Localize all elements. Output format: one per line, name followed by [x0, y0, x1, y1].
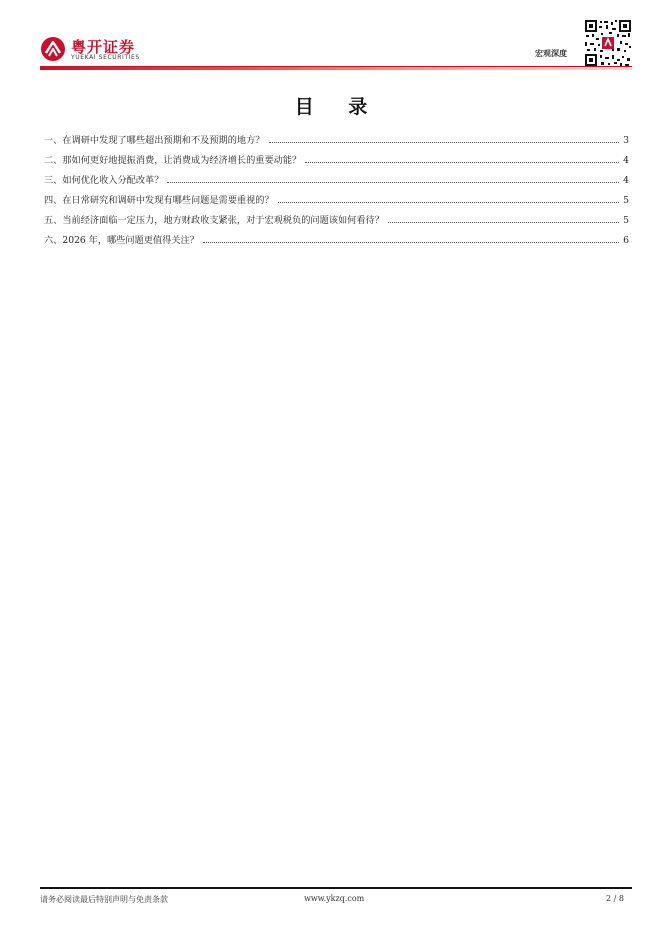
toc-item-text: 一、在调研中发现了哪些超出预期和不及预期的地方？	[44, 132, 267, 146]
company-logo	[40, 34, 170, 68]
yuekai-logo-icon	[40, 36, 66, 62]
logo-english-name: YUEKAI SECURITIES	[71, 54, 140, 61]
toc-title: 目 录	[294, 96, 382, 118]
footer-divider	[40, 887, 632, 889]
toc-leader-dots	[305, 161, 619, 163]
logo-chinese-name: 粤开证券	[71, 38, 136, 56]
toc-item-page: 6	[623, 235, 629, 246]
toc-item-text: 二、那如何更好地提振消费，让消费成为经济增长的重要动能？	[44, 152, 303, 166]
toc-item-page: 4	[623, 175, 629, 186]
header-divider	[40, 66, 632, 70]
page-header	[0, 0, 662, 80]
footer-website-link[interactable]: www.ykzq.com	[304, 894, 365, 903]
toc-leader-dots	[388, 221, 619, 223]
toc-item-text: 五、当前经济面临一定压力，地方财政收支紧张，对于宏观税负的问题该如何看待？	[44, 212, 386, 226]
toc-item[interactable]	[44, 166, 629, 186]
footer-page-number: 2 / 8	[606, 894, 624, 903]
toc-item-text: 六、2026 年，哪些问题更值得关注？	[44, 232, 201, 246]
toc-item-page: 5	[623, 215, 629, 226]
qr-code-icon	[584, 19, 632, 67]
toc-item-text: 四、在日常研究和调研中发现有哪些问题是需要重视的？	[44, 192, 276, 206]
toc-leader-dots	[203, 241, 619, 243]
toc-item-page: 5	[623, 195, 629, 206]
toc-leader-dots	[278, 201, 619, 203]
report-type-label: 宏观深度	[535, 49, 567, 58]
toc-item[interactable]	[44, 226, 629, 246]
toc-leader-dots	[269, 141, 620, 143]
toc-leader-dots	[167, 181, 619, 183]
toc-item[interactable]	[44, 206, 629, 226]
toc-item-text: 三、如何优化收入分配改革？	[44, 172, 165, 186]
toc-item[interactable]	[44, 186, 629, 206]
toc-item[interactable]	[44, 126, 629, 146]
toc-item-page: 4	[623, 155, 629, 166]
header-divider-gradient	[40, 67, 632, 70]
footer-disclaimer: 请务必阅读最后特别声明与免责条款	[40, 895, 168, 904]
toc-item-page: 3	[623, 135, 629, 146]
toc-item[interactable]	[44, 146, 629, 166]
table-of-contents	[44, 126, 629, 246]
